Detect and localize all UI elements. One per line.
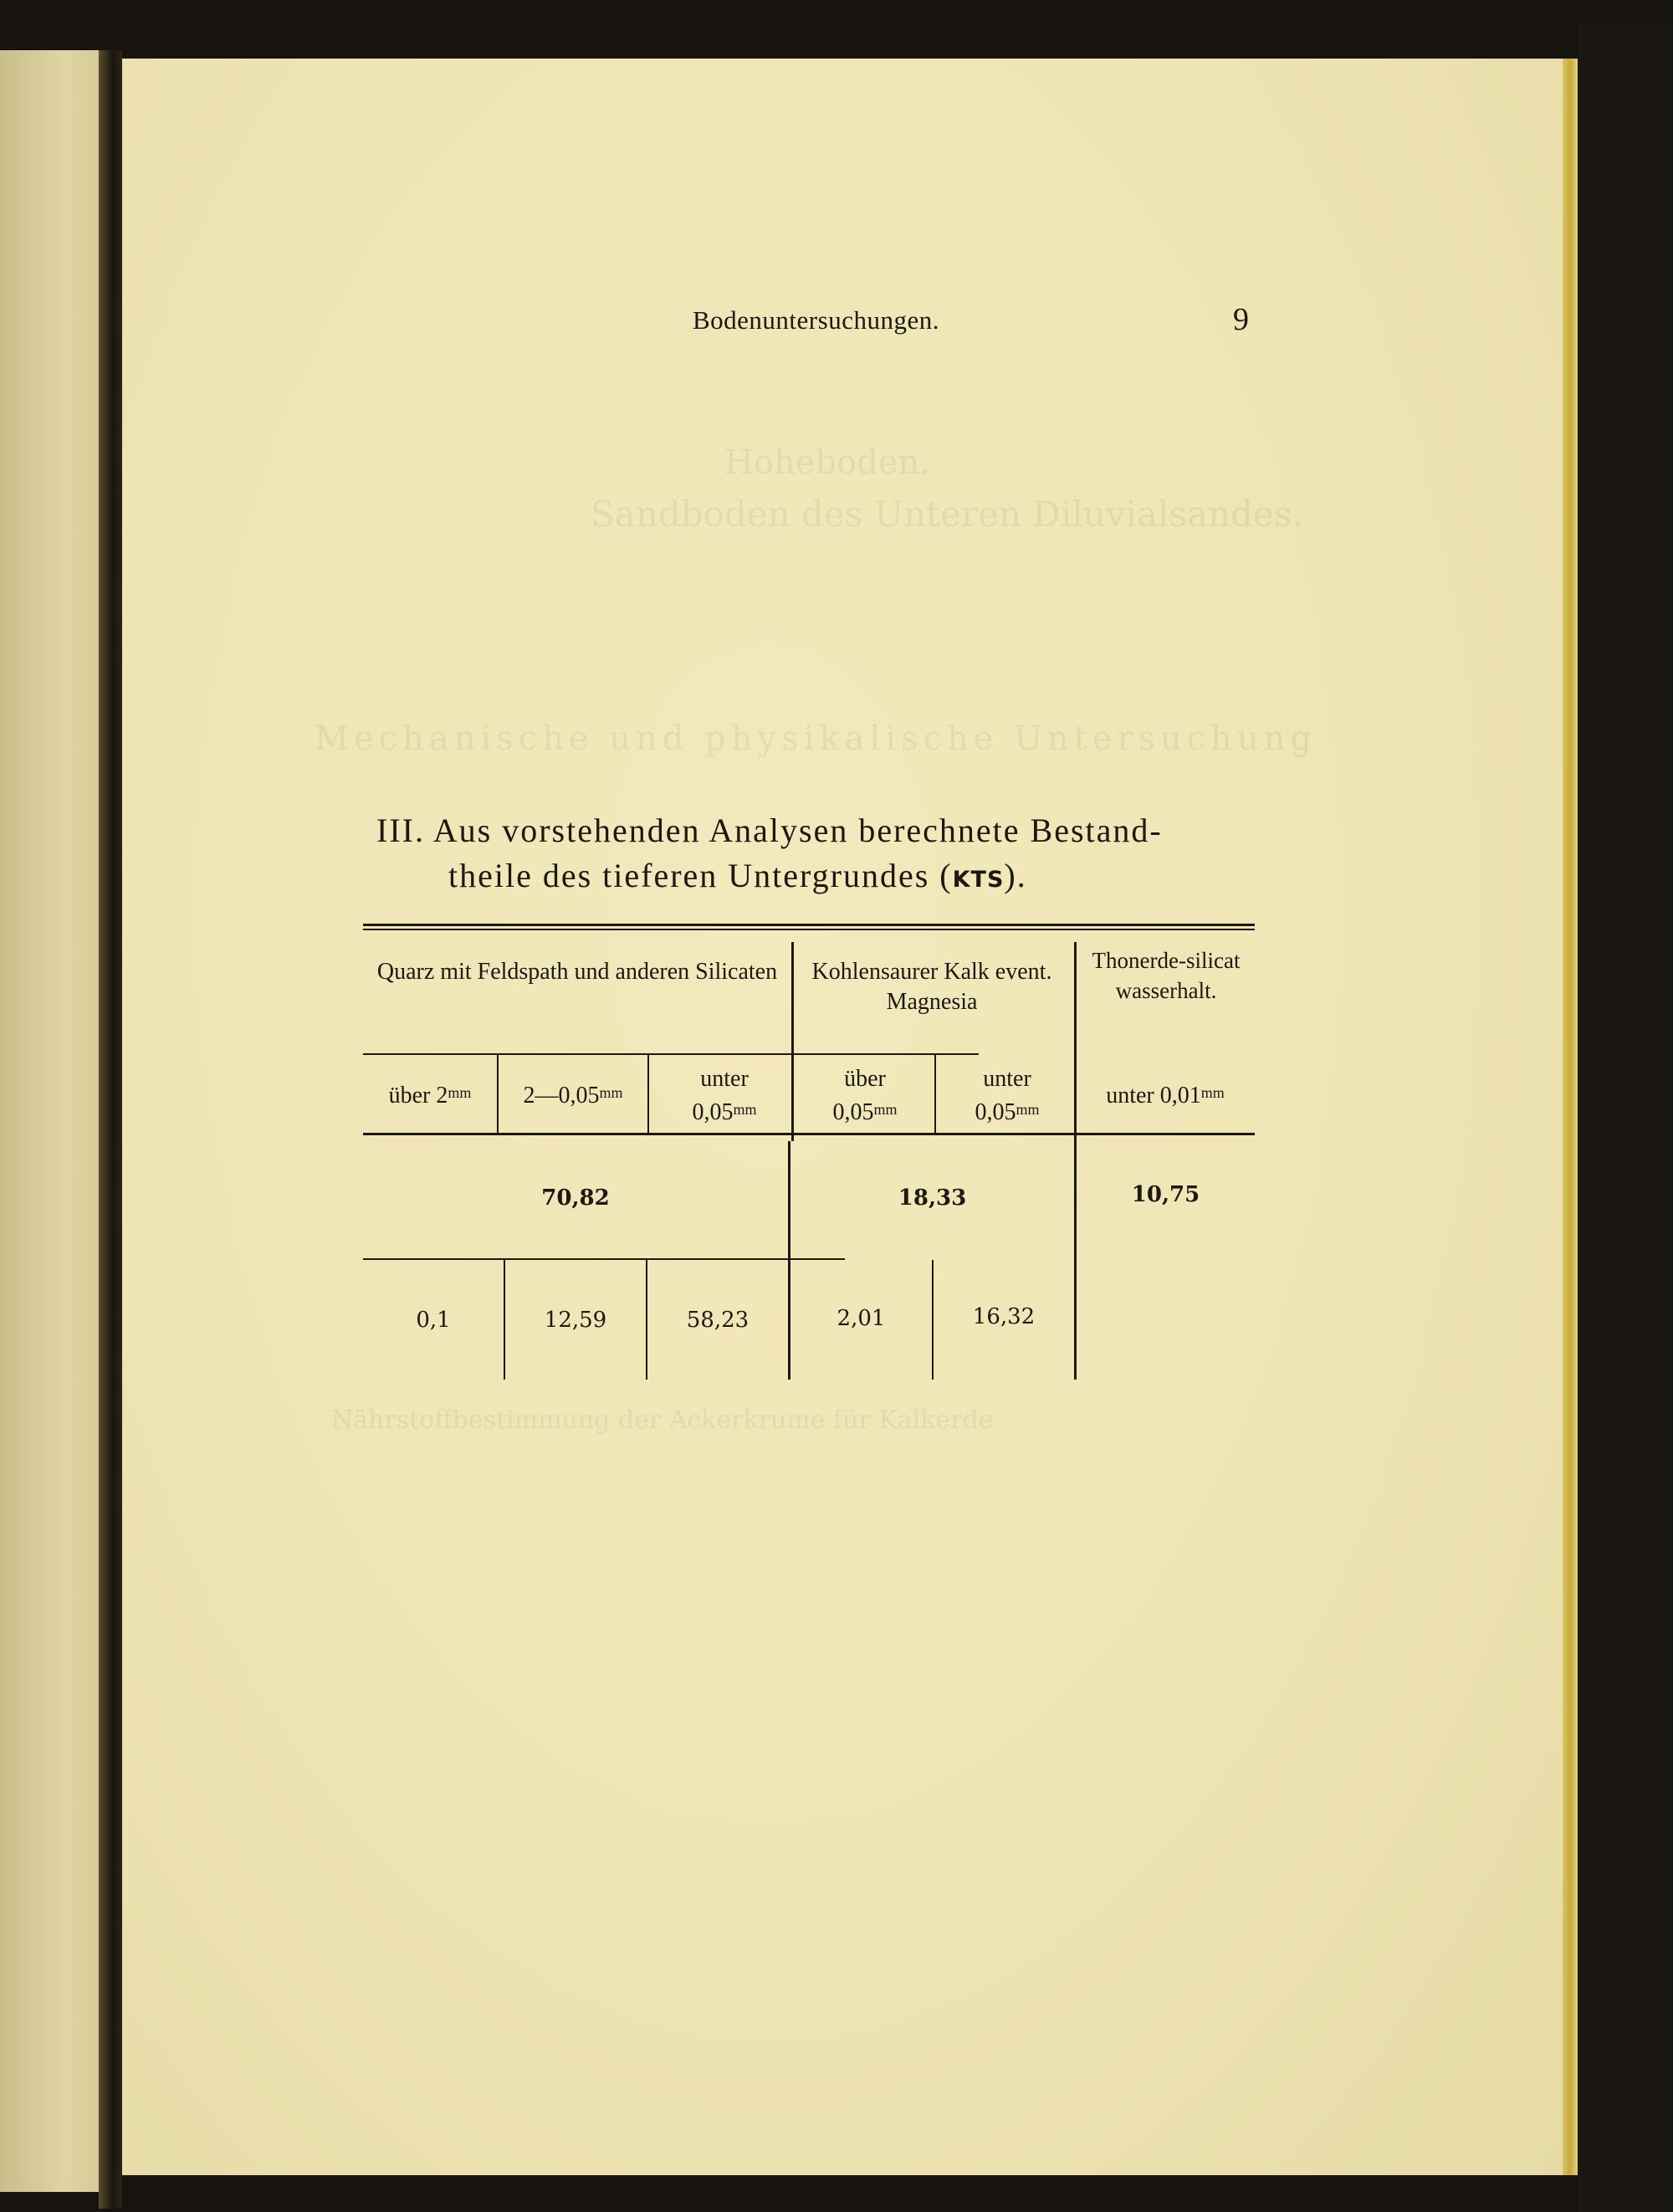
col-divider bbox=[1074, 1141, 1077, 1380]
page-edges bbox=[1563, 59, 1578, 2175]
show-through-text: Hoheboden. bbox=[724, 443, 930, 482]
book-cover bbox=[1578, 25, 1673, 2212]
value-c5: 16,32 bbox=[972, 1304, 1036, 1329]
page-number: 9 bbox=[1233, 302, 1249, 337]
group-subheader-rule bbox=[363, 1053, 979, 1055]
group-header-quarz: Quarz mit Feldspath und anderen Silicaten bbox=[376, 959, 778, 985]
value-c2: 12,59 bbox=[544, 1308, 607, 1333]
total-kalk: 18,33 bbox=[898, 1185, 967, 1211]
heading-line-2-text: theile des tieferen Untergrundes ( bbox=[448, 857, 953, 894]
col-header-1: über $2^{mm}$ bbox=[388, 1083, 472, 1109]
col-header-3: unter $0,05^{mm}$ bbox=[692, 1066, 757, 1125]
heading-line-2 bbox=[376, 853, 1263, 903]
heading-line-2-end: ). bbox=[1004, 857, 1027, 894]
soil-code: KTS bbox=[952, 867, 1005, 893]
col-divider bbox=[647, 1055, 649, 1133]
col-divider bbox=[788, 1141, 790, 1380]
col-divider bbox=[1074, 942, 1077, 1141]
previous-page-edge bbox=[0, 50, 107, 2192]
show-through-text: Sandboden des Unteren Diluvialsandes. bbox=[591, 494, 1303, 535]
value-c4: 2,01 bbox=[836, 1306, 886, 1331]
total-quarz: 70,82 bbox=[541, 1185, 610, 1211]
table-top-rule bbox=[363, 924, 1255, 926]
book-gutter bbox=[99, 50, 122, 2209]
section-heading bbox=[376, 808, 1263, 903]
group-header-kalk: Kohlensaurer Kalk event. Magnesia bbox=[811, 959, 1052, 1015]
col-divider bbox=[934, 1055, 936, 1133]
heading-line-1: III. Aus vorstehenden Analysen berechnete Bestand- bbox=[376, 812, 1163, 849]
col-header-4: über $0,05^{mm}$ bbox=[832, 1066, 898, 1125]
group-header-thonerde: Thonerde-silicat wasserhalt. bbox=[1092, 948, 1241, 1003]
table-top-rule-2 bbox=[363, 929, 1255, 930]
running-head: Bodenuntersuchungen. bbox=[693, 305, 939, 335]
show-through-text: Mechanische und physikalische Untersuchung bbox=[315, 719, 1317, 758]
composition-table bbox=[363, 924, 1255, 1375]
totals-bottom-rule bbox=[363, 1258, 845, 1260]
header-bottom-rule bbox=[363, 1133, 1255, 1135]
total-thonerde: 10,75 bbox=[1131, 1182, 1200, 1207]
value-c3: 58,23 bbox=[686, 1308, 750, 1333]
col-header-5: unter $0,05^{mm}$ bbox=[975, 1066, 1040, 1125]
col-divider bbox=[791, 942, 794, 1141]
value-c1: 0,1 bbox=[416, 1308, 451, 1333]
show-through-text: Nährstoffbestimmung der Ackerkrume für Kalkerde bbox=[331, 1406, 994, 1435]
col-header-6: unter $0,01^{mm}$ bbox=[1106, 1083, 1225, 1109]
col-header-2: $2—0,05^{mm}$ bbox=[523, 1083, 623, 1109]
